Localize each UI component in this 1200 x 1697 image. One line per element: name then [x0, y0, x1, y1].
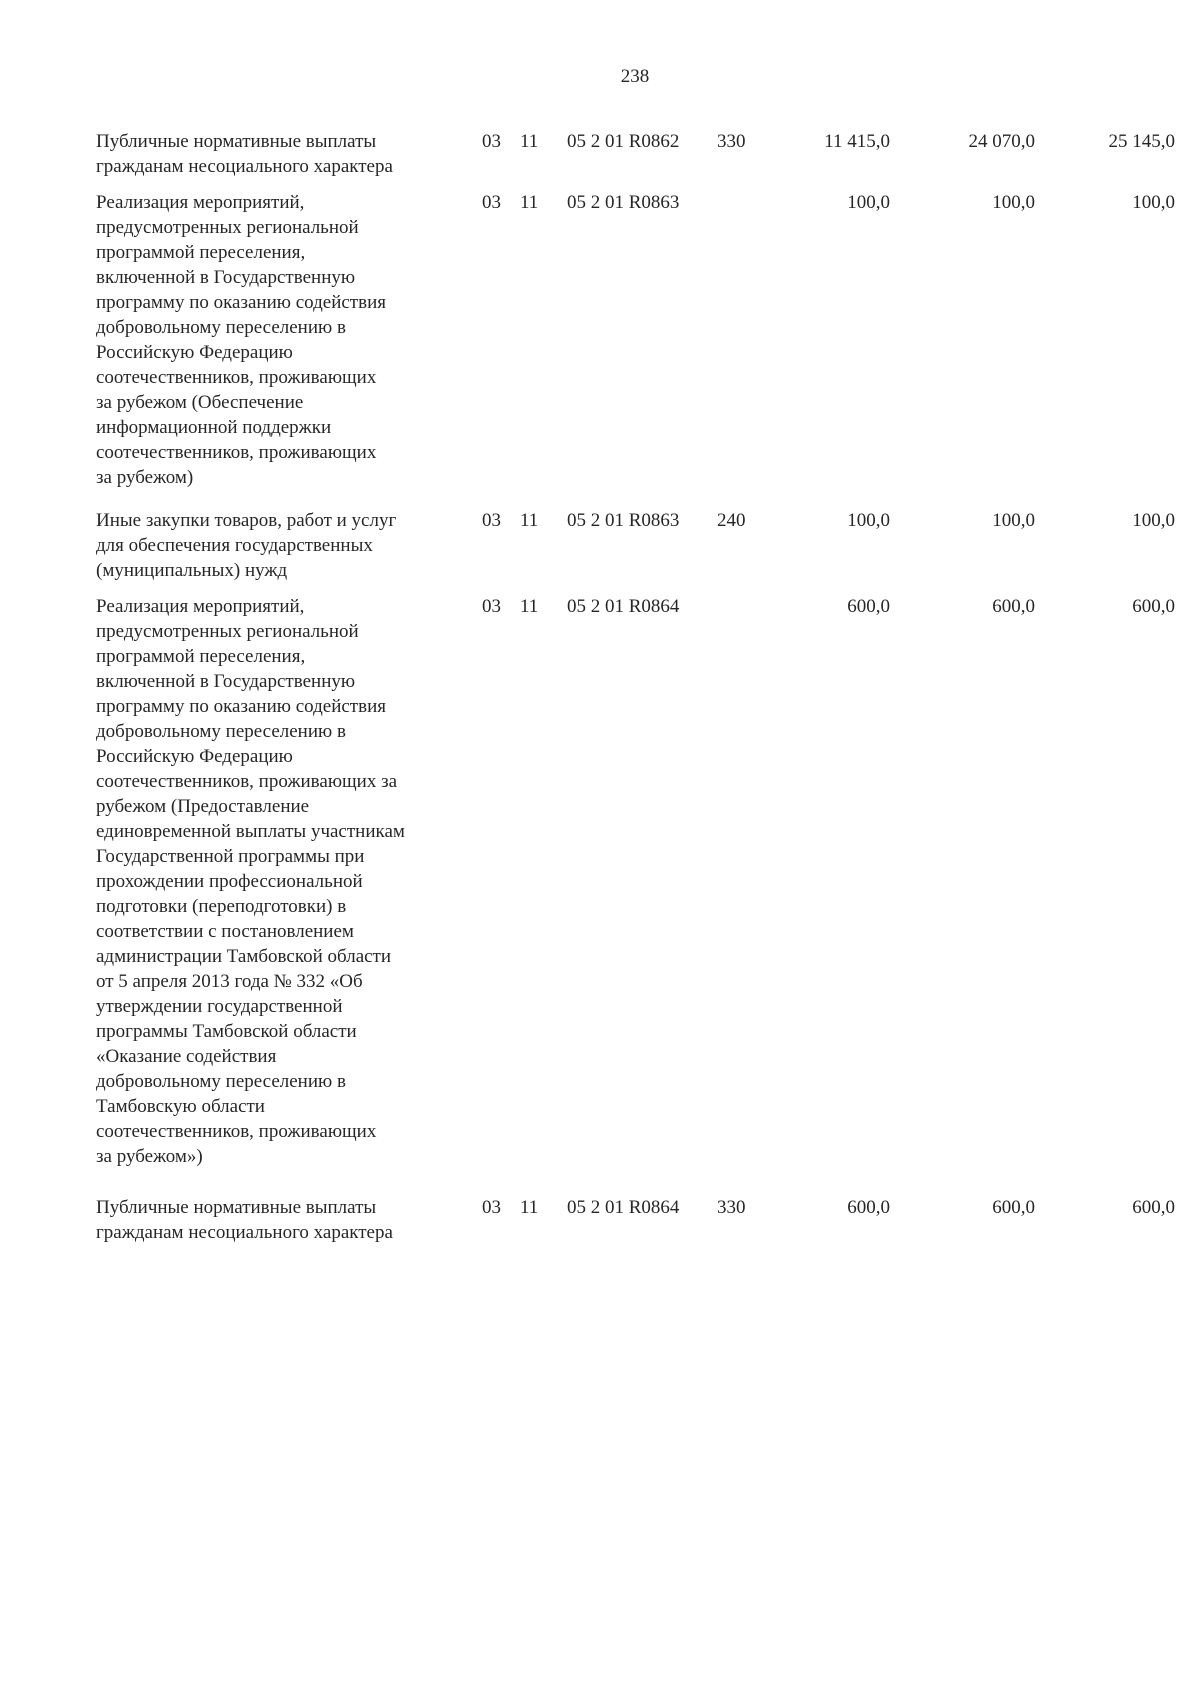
target-article-code: 05 2 01 R0864	[567, 596, 680, 617]
row-description	[96, 594, 466, 1169]
amount-year-3: 100,0	[1132, 510, 1175, 531]
amount-year-2: 24 070,0	[968, 131, 1035, 152]
expense-type-code: 240	[717, 510, 746, 531]
description-line: программы Тамбовской области	[96, 1021, 357, 1042]
description-line: Российскую Федерацию	[96, 746, 293, 767]
amount-year-1: 600,0	[847, 596, 890, 617]
target-article-code: 05 2 01 R0863	[567, 510, 680, 531]
row-description	[96, 1195, 466, 1245]
description-line: соотечественников, проживающих	[96, 1121, 377, 1142]
amount-year-2: 600,0	[992, 1197, 1035, 1218]
description-line: информационной поддержки	[96, 417, 332, 438]
section-code: 03	[482, 596, 501, 617]
subsection-code: 11	[520, 131, 539, 152]
target-article-code: 05 2 01 R0864	[567, 1197, 680, 1218]
description-line: Реализация мероприятий,	[96, 192, 305, 213]
description-line: Реализация мероприятий,	[96, 596, 305, 617]
description-line: включенной в Государственную	[96, 671, 356, 692]
description-line: подготовки (переподготовки) в	[96, 896, 347, 917]
description-line: программой переселения,	[96, 646, 306, 667]
subsection-code: 11	[520, 596, 539, 617]
expense-type-code: 330	[717, 131, 746, 152]
description-line: для обеспечения государственных	[96, 535, 373, 556]
description-line: гражданам несоциального характера	[96, 1222, 393, 1243]
description-line: программу по оказанию содействия	[96, 292, 386, 313]
description-line: администрации Тамбовской области	[96, 946, 392, 967]
subsection-code: 11	[520, 1197, 539, 1218]
description-line: Иные закупки товаров, работ и услуг	[96, 510, 397, 531]
target-article-code: 05 2 01 R0862	[567, 131, 680, 152]
amount-year-1: 600,0	[847, 1197, 890, 1218]
description-line: добровольному переселению в	[96, 1071, 346, 1092]
amount-year-1: 100,0	[847, 192, 890, 213]
section-code: 03	[482, 510, 501, 531]
description-line: Публичные нормативные выплаты	[96, 1197, 377, 1218]
amount-year-3: 25 145,0	[1108, 131, 1175, 152]
section-code: 03	[482, 131, 501, 152]
description-line: от 5 апреля 2013 года № 332 «Об	[96, 971, 363, 992]
description-line: соотечественников, проживающих за	[96, 771, 398, 792]
amount-year-2: 100,0	[992, 510, 1035, 531]
description-line: за рубежом)	[96, 467, 194, 488]
description-line: предусмотренных региональной	[96, 621, 359, 642]
expense-type-code: 330	[717, 1197, 746, 1218]
description-line: соотечественников, проживающих	[96, 442, 377, 463]
description-line: Тамбовскую области	[96, 1096, 265, 1117]
description-line: гражданам несоциального характера	[96, 156, 393, 177]
description-line: добровольному переселению в	[96, 721, 346, 742]
row-description	[96, 508, 466, 583]
amount-year-2: 100,0	[992, 192, 1035, 213]
target-article-code: 05 2 01 R0863	[567, 192, 680, 213]
description-line: предусмотренных региональной	[96, 217, 359, 238]
description-line: программу по оказанию содействия	[96, 696, 386, 717]
amount-year-3: 600,0	[1132, 1197, 1175, 1218]
subsection-code: 11	[520, 192, 539, 213]
description-line: Публичные нормативные выплаты	[96, 131, 377, 152]
description-line: единовременной выплаты участникам	[96, 821, 405, 842]
section-code: 03	[482, 192, 501, 213]
description-line: Государственной программы при	[96, 846, 365, 867]
description-line: «Оказание содействия	[96, 1046, 277, 1067]
description-line: за рубежом»)	[96, 1146, 203, 1167]
description-line: рубежом (Предоставление	[96, 796, 310, 817]
page-number: 238	[620, 66, 650, 87]
amount-year-3: 600,0	[1132, 596, 1175, 617]
description-line: за рубежом (Обеспечение	[96, 392, 304, 413]
description-line: утверждении государственной	[96, 996, 343, 1017]
description-line: соотечественников, проживающих	[96, 367, 377, 388]
description-line: добровольному переселению в	[96, 317, 346, 338]
amount-year-2: 600,0	[992, 596, 1035, 617]
description-line: включенной в Государственную	[96, 267, 356, 288]
amount-year-1: 100,0	[847, 510, 890, 531]
description-line: программой переселения,	[96, 242, 306, 263]
amount-year-3: 100,0	[1132, 192, 1175, 213]
row-description	[96, 190, 466, 490]
subsection-code: 11	[520, 510, 539, 531]
description-line: (муниципальных) нужд	[96, 560, 288, 581]
row-description	[96, 129, 466, 179]
description-line: Российскую Федерацию	[96, 342, 293, 363]
amount-year-1: 11 415,0	[824, 131, 890, 152]
description-line: прохождении профессиональной	[96, 871, 363, 892]
section-code: 03	[482, 1197, 501, 1218]
description-line: соответствии с постановлением	[96, 921, 354, 942]
